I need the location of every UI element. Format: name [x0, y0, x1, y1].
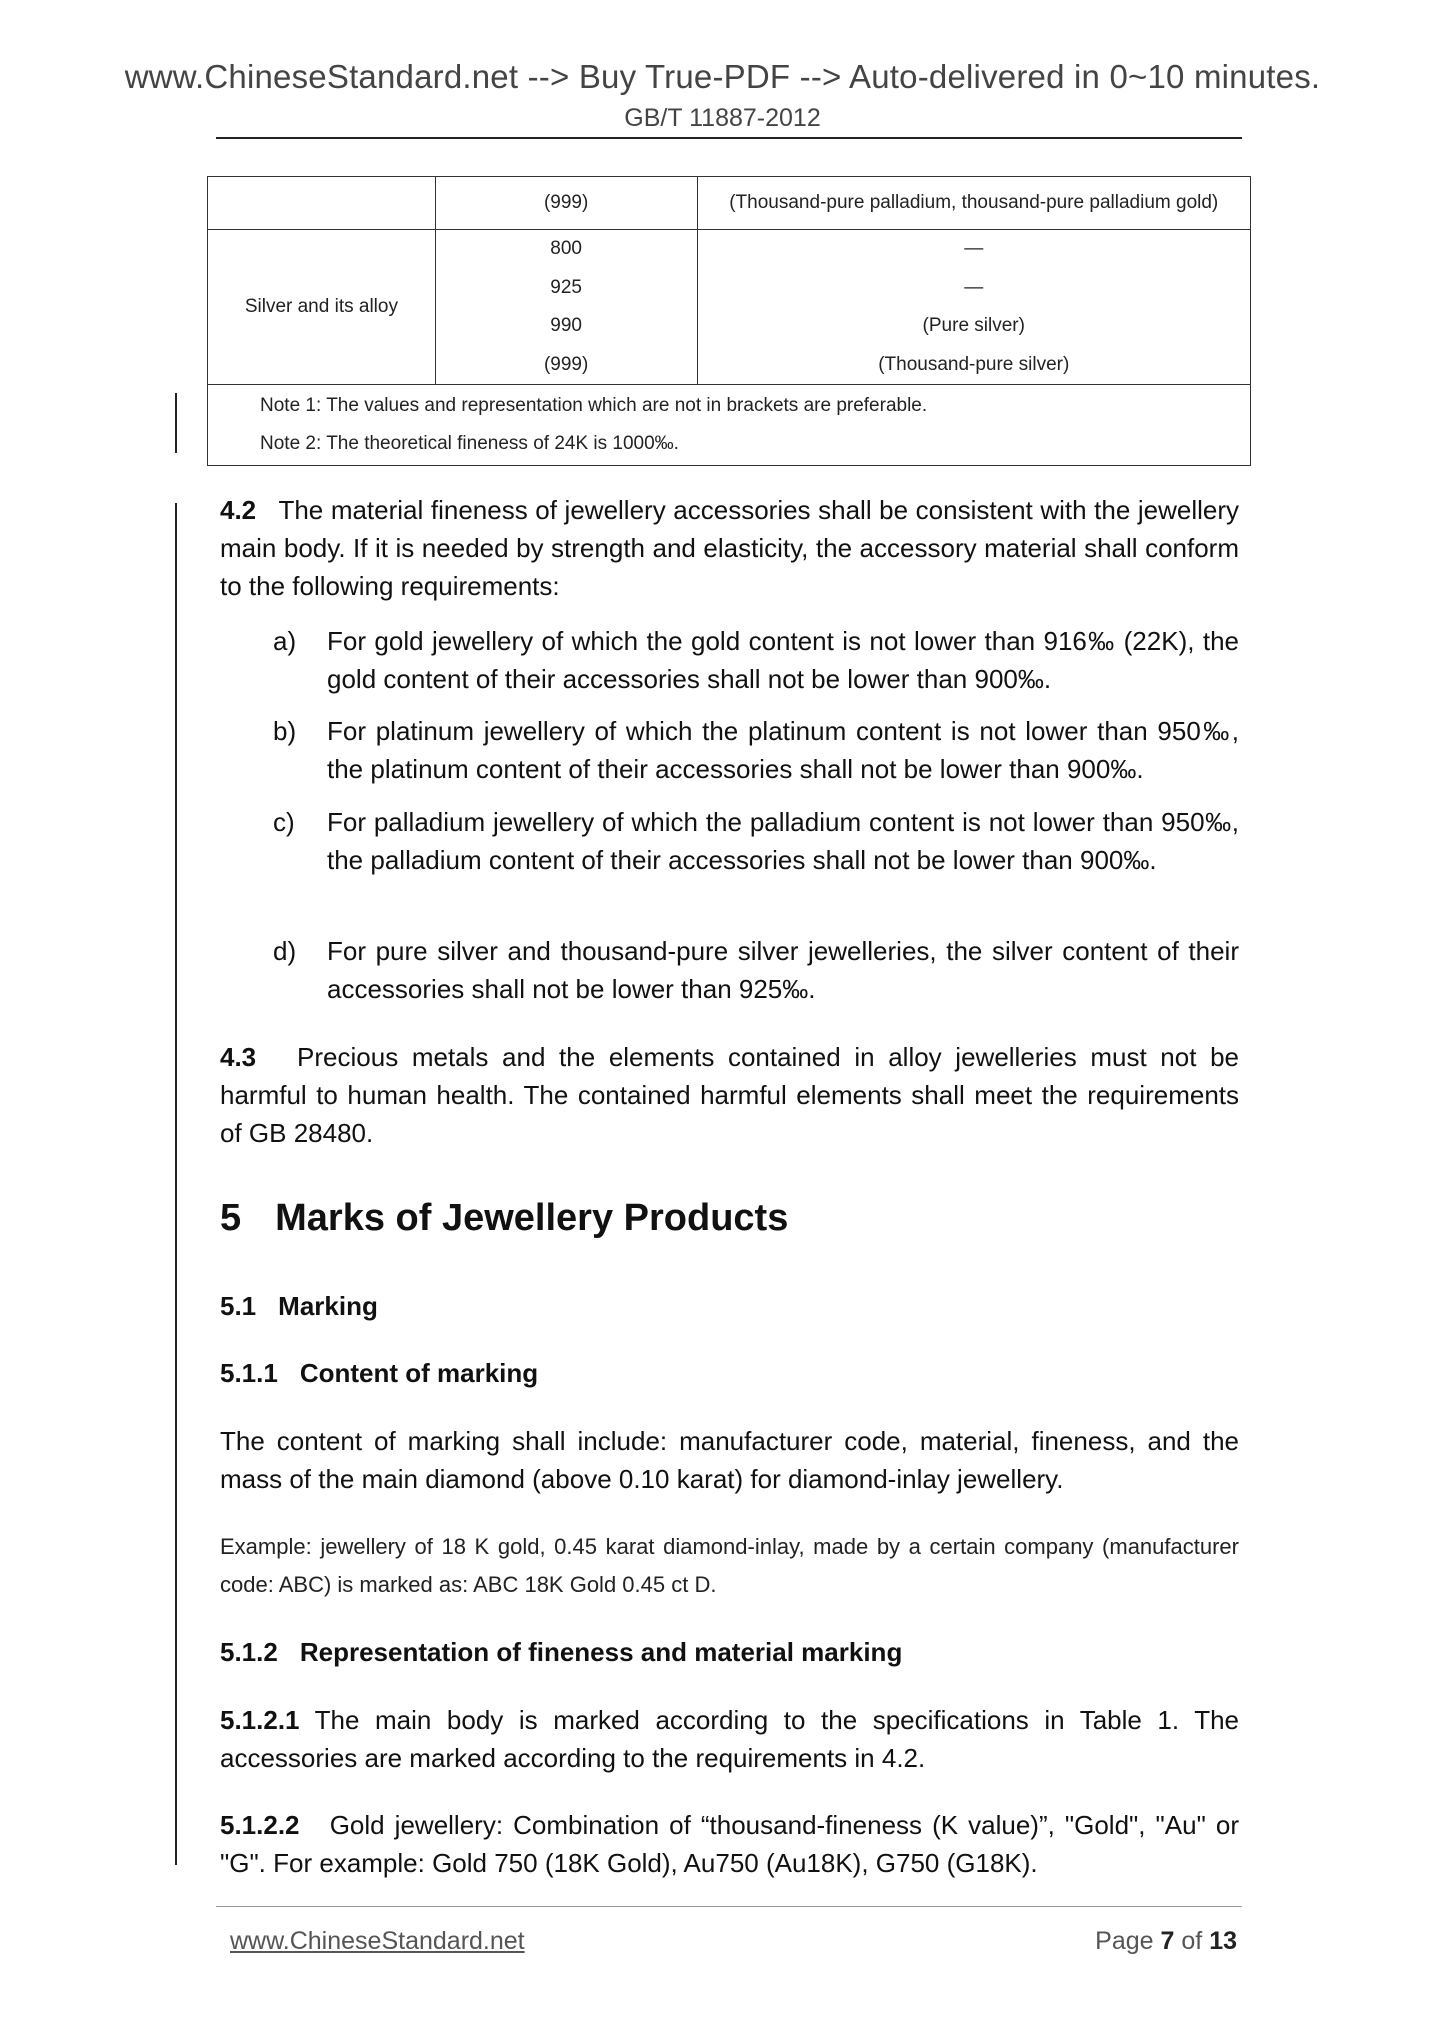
table-cell-fineness: (999) — [435, 177, 697, 230]
table-cell-name-list — [697, 230, 1250, 385]
fineness-value: (999) — [543, 353, 589, 375]
list-item-text: For palladium jewellery of which the palladium content is not lower than 950‰, the palladium content of their accessories shall not be lower than 900‰. — [327, 807, 1239, 875]
table-cell-name: (Thousand-pure palladium, thousand-pure palladium gold) — [697, 177, 1250, 230]
clause-text: Gold jewellery: Combination of “thousand-fineness (K value)”, "Gold", "Au" or "G". For example: Gold 750 (18K Gold), Au750 (Au18K), G750 (G18K). — [220, 1810, 1239, 1878]
subsection-heading — [220, 1637, 902, 1668]
section-number: 5 — [220, 1197, 242, 1239]
clause-text: The material fineness of jewellery accessories shall be consistent with the jewellery main body. If it is needed by strength and elasticity, the accessory material shall conform to the following requirements: — [220, 495, 1240, 601]
page-word: Page — [1095, 1927, 1154, 1955]
example-text: Example: jewellery of 18 K gold, 0.45 karat diamond-inlay, made by a certain company (manufacturer code: ABC) is marked as: ABC 18K Gold 0.45 ct D. — [220, 1534, 1239, 1597]
change-bar-table-notes — [175, 393, 177, 453]
change-bar-body — [175, 503, 177, 1865]
subsection-number: 5.1 — [220, 1291, 257, 1321]
list-item-text: For gold jewellery of which the gold content is not lower than 916‰ (22K), the gold content of their accessories shall not be lower than 900‰. — [327, 626, 1239, 694]
subsection-number: 5.1.2 — [220, 1637, 278, 1667]
page-total: 13 — [1209, 1927, 1237, 1955]
table-notes-row — [208, 385, 1251, 466]
clause-number: 5.1.2.1 — [220, 1705, 300, 1735]
clause-4-3 — [220, 1038, 1239, 1152]
subsection-title: Content of marking — [299, 1358, 539, 1388]
list-item — [273, 622, 1239, 698]
subsection-title: Representation of fineness and material marking — [299, 1637, 903, 1667]
list-item-text: For pure silver and thousand-pure silver jewelleries, the silver content of their accessories shall not be lower than 925‰. — [327, 936, 1239, 1004]
fineness-value: 800 — [550, 238, 582, 259]
header-rule — [216, 137, 1242, 139]
list-item-label: a) — [273, 626, 297, 656]
table-row — [208, 230, 1251, 385]
clause-text: The content of marking shall include: manufacturer code, material, fineness, and the mass of the main diamond (above 0.10 karat) for diamond-inlay jewellery. — [220, 1426, 1239, 1494]
clause-text: Precious metals and the elements contained in alloy jewelleries must not be harmful to human health. The contained harmful elements shall meet the requirements of GB 28480. — [220, 1042, 1239, 1148]
table-cell-fineness-list — [435, 230, 697, 385]
clause-text: The main body is marked according to the specifications in Table 1. The accessories are marked according to the requirements in 4.2. — [220, 1705, 1239, 1773]
fineness-table — [207, 176, 1251, 466]
clause-number: 5.1.2.2 — [220, 1810, 300, 1840]
list-item — [273, 712, 1239, 788]
footer-link[interactable]: www.ChineseStandard.net — [230, 1927, 525, 1955]
page-of: of — [1181, 1927, 1203, 1955]
subsection-title: Marking — [278, 1291, 378, 1321]
clause-4-2 — [220, 491, 1239, 605]
clause-number: 4.3 — [220, 1042, 257, 1072]
list-item — [273, 932, 1239, 1008]
section-heading — [220, 1197, 788, 1240]
table-note: Note 1: The values and representation which are not in brackets are preferable. — [260, 395, 928, 416]
table-cell-material-empty — [208, 177, 436, 230]
page-current: 7 — [1160, 1927, 1175, 1955]
subsection-heading — [220, 1358, 538, 1389]
table-row — [208, 177, 1251, 230]
table-note: Note 2: The theoretical fineness of 24K is 1000‰. — [260, 433, 679, 454]
page-indicator — [1095, 1927, 1237, 1956]
clause-5-1-2-1 — [220, 1701, 1239, 1777]
section-title: Marks of Jewellery Products — [275, 1197, 789, 1239]
subsection-number: 5.1.1 — [220, 1358, 278, 1388]
list-item-label: d) — [273, 936, 297, 966]
header-link-line[interactable]: www.ChineseStandard.net --> Buy True-PDF --> Auto-delivered in 0~10 minutes. — [124, 58, 1321, 95]
table-notes — [208, 385, 1251, 466]
fineness-value: 925 — [550, 276, 582, 298]
table-cell-material: Silver and its alloy — [208, 230, 436, 385]
fineness-value: 990 — [550, 315, 582, 336]
list-item-label: b) — [273, 716, 297, 746]
fineness-name: — — [964, 276, 984, 298]
list-item-text: For platinum jewellery of which the platinum content is not lower than 950‰, the platinum content of their accessories shall not be lower than 900‰. — [327, 716, 1239, 784]
subsection-heading — [220, 1291, 378, 1322]
fineness-name: (Pure silver) — [922, 315, 1025, 336]
footer-rule — [216, 1906, 1242, 1907]
standard-number: GB/T 11887-2012 — [624, 104, 821, 132]
fineness-name: (Thousand-pure silver) — [878, 353, 1070, 375]
clause-5-1-2-2 — [220, 1806, 1239, 1882]
list-item — [273, 803, 1239, 879]
list-item-label: c) — [273, 807, 295, 837]
clause-number: 4.2 — [220, 495, 257, 525]
fineness-name: — — [964, 238, 984, 259]
